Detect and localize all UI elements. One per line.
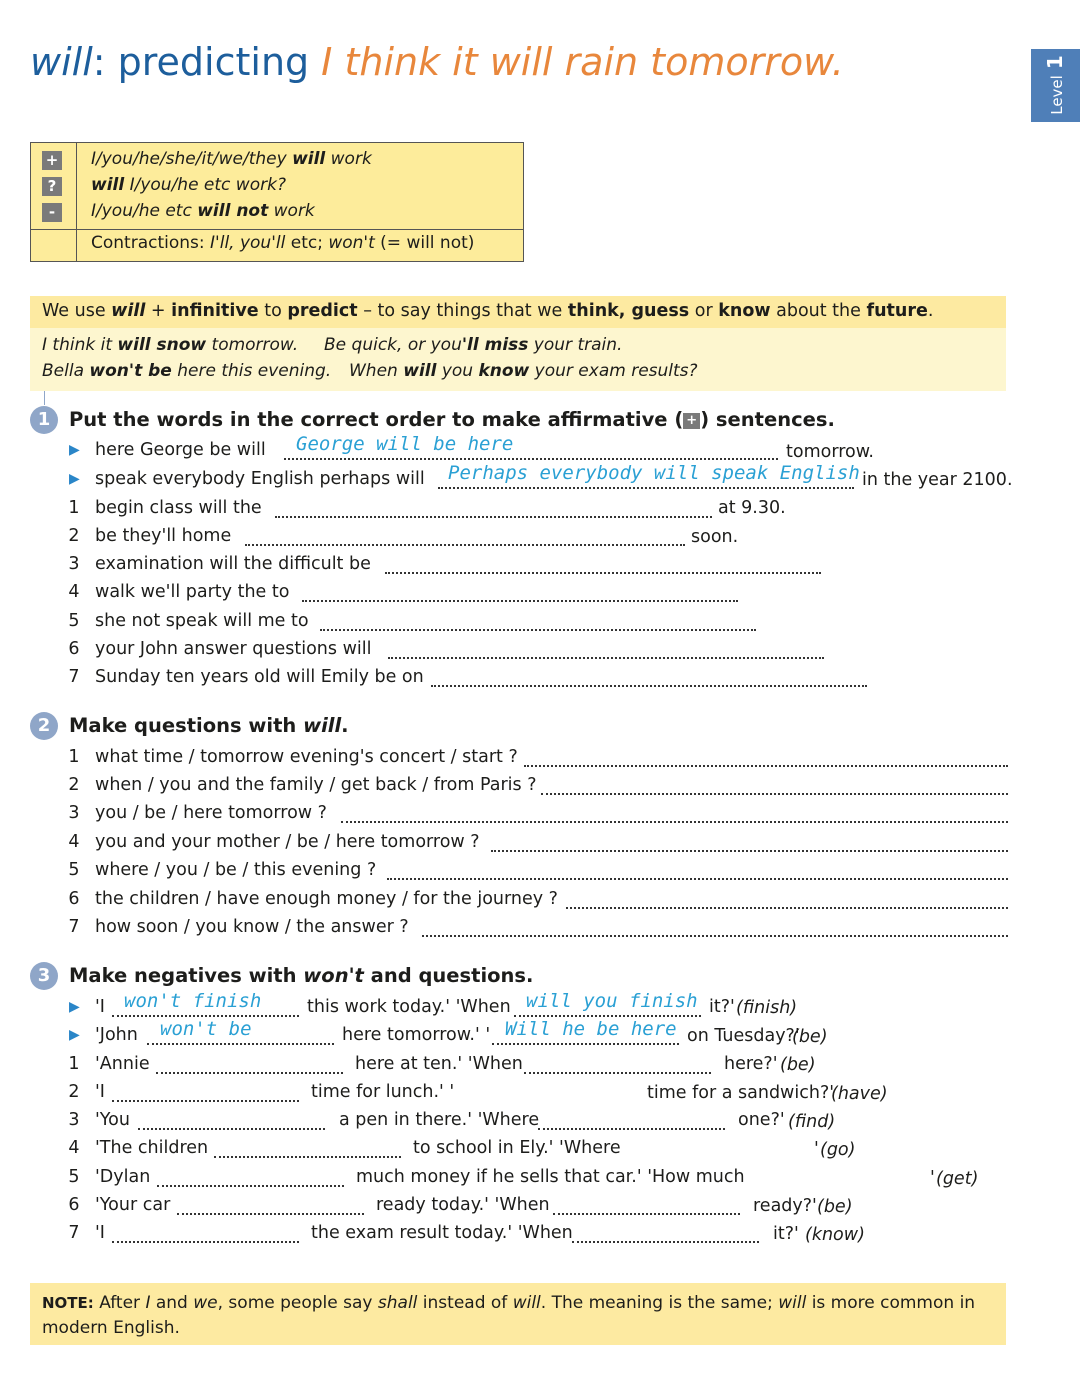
s3-item-number: 2: [68, 1082, 80, 1102]
usage-example-3: Bella won't be here this evening.: [42, 361, 332, 381]
s3-item-open: 'Dylan: [95, 1167, 151, 1187]
s3-answer-line: [177, 1211, 364, 1215]
s2-item-number: 3: [68, 803, 80, 823]
s3-item-end: ': [930, 1168, 935, 1188]
s1-answer-line: [275, 514, 712, 518]
form-question: will I/you/he etc work?: [91, 175, 286, 195]
s3-item-verb: (go): [820, 1140, 856, 1160]
s1-answer-line: [302, 598, 738, 602]
title-keyword: will: [30, 40, 93, 84]
s3-item-end: it?': [773, 1224, 799, 1244]
s3-item-end: time for a sandwich?': [647, 1083, 835, 1103]
s1-answer-line: [320, 627, 756, 631]
s1-item-prompt: she not speak will me to: [95, 611, 309, 631]
s3-item-end: ready?': [753, 1196, 817, 1216]
s1-item-number: 3: [68, 554, 80, 574]
s3-answer-line: [538, 1126, 725, 1130]
s2-item-number: 7: [68, 917, 80, 937]
s3-item-mid: ready today.' 'When: [376, 1195, 550, 1215]
s3-item-number: 6: [68, 1195, 80, 1215]
s3-item-number: 3: [68, 1110, 80, 1130]
s3-item-open: 'Your car: [95, 1195, 171, 1215]
s3-answer-line: [147, 1041, 334, 1045]
example-arrow-icon: ▶: [69, 442, 80, 458]
s2-item-prompt: when / you and the family / get back / from Paris ?: [95, 775, 537, 795]
usage-rule: We use will + infinitive to predict – to say things that we think, guess or know about the future.: [42, 301, 934, 321]
example-arrow-icon: ▶: [69, 999, 80, 1015]
section-2-heading: Make questions with will.: [69, 714, 349, 737]
s3-answer-line: [214, 1154, 401, 1158]
s3-answer-line: [572, 1239, 759, 1243]
section-3-heading: Make negatives with won't and questions.: [69, 964, 534, 987]
s2-item-prompt: where / you / be / this evening ?: [95, 860, 377, 880]
s1-item-number: 1: [68, 498, 80, 518]
s3-answer-line: [112, 1239, 299, 1243]
s2-item-prompt: the children / have enough money / for the journey ?: [95, 889, 558, 909]
s1-item-prompt: your John answer questions will: [95, 639, 372, 659]
s2-answer-line: [387, 876, 1008, 880]
s3-item-verb: (get): [936, 1169, 979, 1189]
note-text: NOTE: After I and we, some people say shall instead of will. The meaning is the same; will is more common in modern English.: [42, 1293, 976, 1338]
s1-item-number: 2: [68, 526, 80, 546]
note-box: [30, 1283, 1006, 1345]
s3-item-mid: to school in Ely.' 'Where: [413, 1138, 621, 1158]
section-2-number: 2: [30, 712, 58, 740]
plus-icon: +: [683, 413, 700, 429]
s3-item-end: ': [814, 1139, 819, 1159]
form-affirmative: I/you/he/she/it/we/they will work: [91, 149, 372, 169]
s3-example-1-open: 'I: [95, 997, 105, 1017]
level-label: Level: [1048, 75, 1066, 115]
s1-item-number: 5: [68, 611, 80, 631]
plus-icon: +: [42, 151, 62, 170]
s3-example-2-mid: here tomorrow.' ': [342, 1025, 491, 1045]
s3-item-verb: (know): [805, 1225, 865, 1245]
usage-example-1: I think it will snow tomorrow.: [42, 335, 299, 355]
s3-item-mid: time for lunch.' ': [311, 1082, 455, 1102]
s1-item-prompt: Sunday ten years old will Emily be on: [95, 667, 424, 687]
s2-answer-line: [566, 905, 1008, 909]
form-contractions: Contractions: I'll, you'll etc; won't (= will not): [91, 233, 475, 253]
s3-example-1-mid: this work today.' 'When: [307, 997, 511, 1017]
s1-example-1-answer: George will be here: [296, 433, 514, 455]
s3-answer-line: [524, 1070, 711, 1074]
s1-item-prompt: begin class will the: [95, 498, 262, 518]
s1-example-2-prompt: speak everybody English perhaps will: [95, 469, 425, 489]
s2-answer-line: [341, 819, 1008, 823]
s3-item-open: 'You: [95, 1110, 130, 1130]
s3-item-number: 5: [68, 1167, 80, 1187]
s3-answer-line: [112, 1013, 299, 1017]
s3-item-mid: much money if he sells that car.' 'How much: [356, 1167, 745, 1187]
s3-item-mid: the exam result today.' 'When: [311, 1223, 573, 1243]
section-1-number: 1: [30, 406, 58, 434]
s3-answer-line: [514, 1013, 701, 1017]
s2-item-prompt: how soon / you know / the answer ?: [95, 917, 409, 937]
s2-answer-line: [422, 933, 1008, 937]
s2-item-number: 4: [68, 832, 80, 852]
s1-example-2-suffix: in the year 2100.: [862, 470, 1013, 490]
s2-item-prompt: you and your mother / be / here tomorrow ?: [95, 832, 480, 852]
s3-item-open: 'Annie: [95, 1054, 150, 1074]
s3-item-end: one?': [738, 1110, 785, 1130]
s1-example-1-prompt: here George be will: [95, 440, 266, 460]
s1-example-1-suffix: tomorrow.: [786, 442, 874, 462]
s3-example-2-answer-1: won't be: [160, 1018, 252, 1040]
s3-item-verb: (be): [817, 1197, 853, 1217]
s1-answer-line: [388, 655, 824, 659]
s1-answer-line: [385, 570, 821, 574]
section-1-heading: Put the words in the correct order to make affirmative ( + ) sentences.: [69, 408, 835, 431]
title-rest: : predicting: [92, 40, 310, 84]
usage-example-2: Be quick, or you'll miss your train.: [324, 335, 623, 355]
s3-item-open: 'I: [95, 1082, 105, 1102]
s1-item-prompt: walk we'll party the to: [95, 582, 290, 602]
s3-item-verb: (have): [831, 1084, 888, 1104]
s3-example-2-open: 'John: [95, 1025, 138, 1045]
s1-answer-line: [245, 542, 685, 546]
s2-item-prompt: what time / tomorrow evening's concert / start ?: [95, 747, 518, 767]
s3-item-number: 4: [68, 1138, 80, 1158]
s3-item-number: 1: [68, 1054, 80, 1074]
s1-item-prompt: examination will the difficult be: [95, 554, 371, 574]
s2-answer-line: [524, 763, 1008, 767]
s3-answer-line: [157, 1183, 344, 1187]
example-arrow-icon: ▶: [69, 471, 80, 487]
s1-example-2-answer: Perhaps everybody will speak English: [448, 462, 860, 484]
s1-example-2-line: [438, 485, 854, 489]
page-title: [30, 40, 844, 84]
s2-item-number: 1: [68, 747, 80, 767]
s2-answer-line: [491, 848, 1008, 852]
s2-item-number: 2: [68, 775, 80, 795]
usage-box: [30, 296, 1006, 391]
s3-answer-line: [138, 1126, 325, 1130]
s3-answer-line: [553, 1211, 740, 1215]
section-3-number: 3: [30, 962, 58, 990]
s3-example-1-end: it?': [709, 997, 735, 1017]
s3-item-verb: (be): [780, 1055, 816, 1075]
level-tab: [1031, 49, 1080, 122]
s3-example-1-verb: (finish): [736, 998, 798, 1018]
s3-example-1-answer-2: will you finish: [526, 990, 698, 1012]
s3-item-number: 7: [68, 1223, 80, 1243]
s3-example-2-end: on Tuesday?': [687, 1026, 800, 1046]
s2-item-number: 5: [68, 860, 80, 880]
s1-item-prompt: be they'll home: [95, 526, 232, 546]
s3-item-open: 'The children: [95, 1138, 209, 1158]
s1-item-suffix: at 9.30.: [718, 498, 786, 518]
s3-example-2-verb: (be): [792, 1027, 828, 1047]
s3-example-2-answer-2: Will he be here: [505, 1018, 677, 1040]
form-table: [30, 142, 524, 262]
s1-item-number: 7: [68, 667, 80, 687]
minus-icon: -: [42, 203, 62, 222]
s3-answer-line: [112, 1098, 299, 1102]
s3-item-verb: (find): [788, 1112, 836, 1132]
usage-example-4: When will you know your exam results?: [349, 361, 698, 381]
form-negative: I/you/he etc will not work: [91, 201, 315, 221]
s1-item-number: 4: [68, 582, 80, 602]
s3-example-1-answer-1: won't finish: [124, 990, 262, 1012]
s3-answer-line: [492, 1041, 679, 1045]
s1-item-number: 6: [68, 639, 80, 659]
s2-answer-line: [541, 791, 1008, 795]
question-icon: ?: [42, 177, 62, 196]
title-example: I think it will rain tomorrow.: [321, 40, 844, 84]
s2-item-prompt: you / be / here tomorrow ?: [95, 803, 327, 823]
s1-example-1-line: [284, 456, 778, 460]
s3-answer-line: [156, 1070, 343, 1074]
s1-item-suffix: soon.: [691, 527, 739, 547]
s2-item-number: 6: [68, 889, 80, 909]
s3-item-end: here?': [724, 1054, 778, 1074]
level-number: 1: [1043, 55, 1067, 70]
example-arrow-icon: ▶: [69, 1027, 80, 1043]
s3-item-mid: here at ten.' 'When: [355, 1054, 523, 1074]
s3-item-mid: a pen in there.' 'Where: [339, 1110, 540, 1130]
s3-item-open: 'I: [95, 1223, 105, 1243]
s1-answer-line: [431, 683, 867, 687]
